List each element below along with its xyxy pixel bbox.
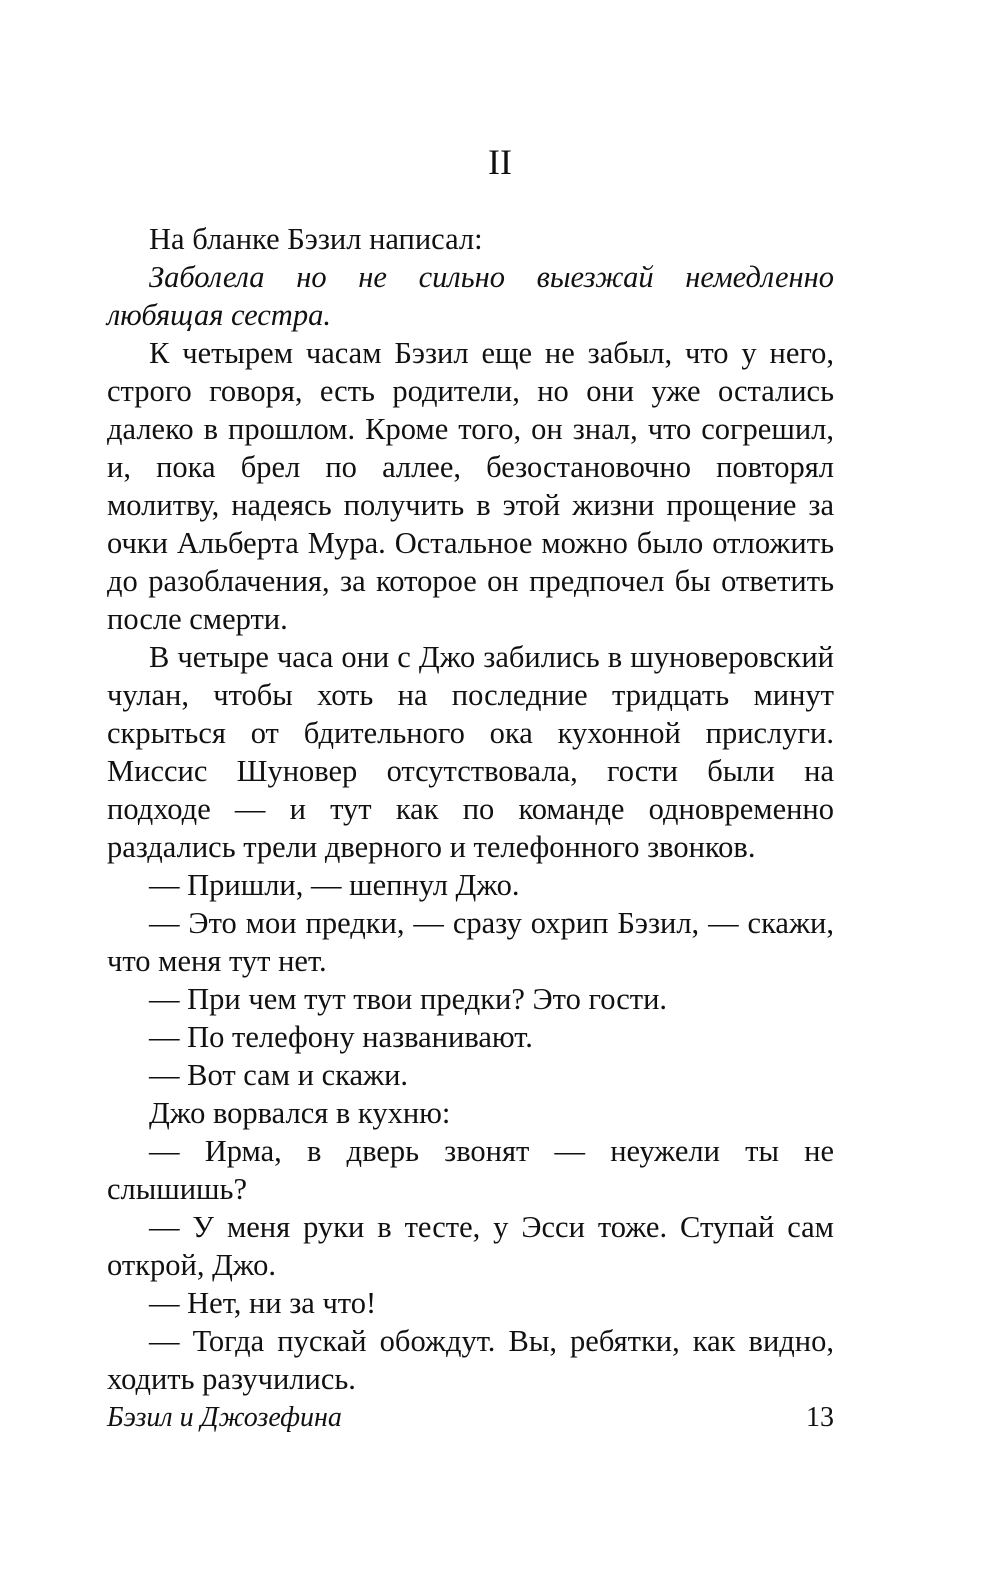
paragraph: — Пришли, — шепнул Джо. (149, 868, 520, 902)
paragraph: — Это мои предки, — сразу охрип Бэзил, — скажи, что меня тут нет. (107, 906, 834, 978)
paragraph: — При чем тут твои предки? Это гости. (149, 982, 668, 1016)
paragraph: Джо ворвался в кухню: (149, 1096, 451, 1130)
paragraph: Заболела но не сильно выезжай немедленно любящая сестра. (107, 260, 834, 332)
paragraph: — У меня руки в тесте, у Эсси тоже. Ступай сам открой, Джо. (107, 1210, 834, 1282)
running-title: Бэзил и Джозефина (107, 1402, 342, 1433)
chapter-heading: II (488, 142, 512, 182)
paragraph: К четырем часам Бэзил еще не забыл, что у него, строго говоря, есть родители, но они уже остались далеко в прошлом. Кроме того, он знал, что согрешил, и, пока брел по аллее, безостановочно повторял молитву, надеясь получить в этой жизни прощение за очки Альберта Мура. Остальное можно было отложить до разоблачения, за которое он предпочел бы ответить после смерти. (107, 336, 834, 636)
paragraph: — По телефону названивают. (149, 1020, 533, 1054)
paragraph: В четыре часа они с Джо забились в шуноверовский чулан, чтобы хоть на последние тридцать минут скрыться от бдительного ока кухонной прислуги. Миссис Шуновер отсутствовала, гости были на подходе — и тут как по команде одновременно раздались трели дверного и телефонного звонков. (107, 640, 834, 864)
body-text (107, 220, 834, 1398)
paragraph: — Нет, ни за что! (149, 1286, 377, 1320)
paragraph: На бланке Бэзил написал: (149, 222, 483, 256)
paragraph: — Вот сам и скажи. (149, 1058, 409, 1092)
paragraph: — Тогда пускай обождут. Вы, ребятки, как видно, ходить разучились. (107, 1324, 834, 1396)
paragraph: — Ирма, в дверь звонят — неужели ты не слышишь? (107, 1134, 834, 1206)
page-number: 13 (806, 1402, 834, 1433)
